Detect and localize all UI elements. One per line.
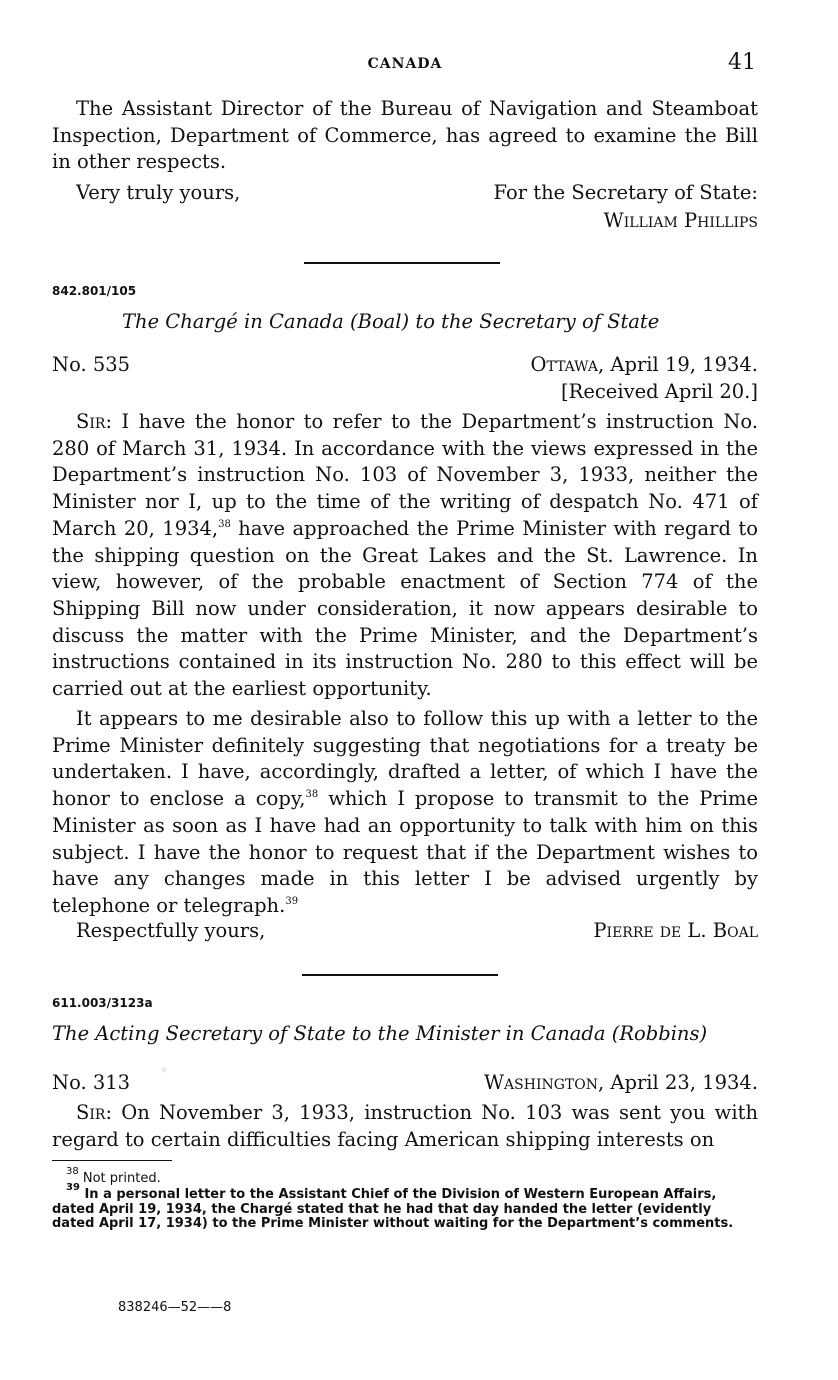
- print-line: 838246—52——8: [118, 1300, 232, 1315]
- section-divider: [304, 262, 500, 264]
- footnote-divider: [52, 1160, 172, 1161]
- instruction-number: No. 313: [52, 1071, 131, 1094]
- despatch-paragraph-1: [52, 409, 758, 703]
- para2-text-b: which I propose to transmit to the Prime Minister as soon as I have had an opportunity to talk with him on this subject. I have the honor to request that if the Department wishes to have any changes made in this letter I be advised urgently by telephone or telegraph.: [52, 787, 758, 917]
- place-date: [530, 352, 758, 378]
- heading-rest: to the Secretary of State: [415, 310, 660, 333]
- place-date: [484, 1070, 758, 1096]
- heading-title: The Acting Secretary of State to the Minister in Canada: [52, 1022, 606, 1045]
- received-date: [Received April 20.]: [561, 380, 758, 403]
- footnote-mark: 38: [66, 1166, 79, 1177]
- footnote-text: In a personal letter to the Assistant Chief of the Division of Western European Affairs, dated April 19, 1934, the Chargé stated that he had that day handed the letter (evidently dated April 17, 1934) to the Prime Minister without waiting for the Department’s comments.: [52, 1187, 734, 1231]
- footnote-ref: 38: [305, 789, 319, 801]
- heading-name: Boal: [357, 310, 402, 333]
- para2-text-a: It appears to me desirable also to follow this up with a letter to the Prime Minister definitely suggesting that negotiations for a treaty be undertaken. I have, accordingly, drafted a letter, of which I have the honor to enclose a copy,: [52, 707, 758, 811]
- heading-name: Robbins: [619, 1022, 700, 1045]
- instruction-text: : On November 3, 1933, instruction No. 103 was sent you with regard to certain difficulties facing American shipping interests on: [52, 1101, 758, 1151]
- closing: Respectfully yours,: [76, 919, 266, 942]
- para1-text-b: have approached the Prime Minister with regard to the shipping question on the Great Lakes and the St. Lawrence. In view, however, of the probable enactment of Section 774 of the Shipping Bill now under consideration, it now appears desirable to discuss the matter with the Prime Minister, and the Department’s instructions contained in its instruction No. 280 to this effect will be carried out at the earliest opportunity.: [52, 516, 758, 701]
- for-line: For the Secretary of State:: [493, 181, 758, 204]
- footnote-ref: 38: [218, 518, 231, 530]
- footnote-ref: 39: [285, 895, 299, 907]
- place: Washington: [484, 1071, 598, 1094]
- signature-boal: Pierre de L. Boal: [593, 919, 758, 942]
- document-heading: The Acting Secretary of State to the Minister in Canada (Robbins): [52, 1022, 708, 1045]
- section-divider: [302, 974, 498, 976]
- place: Ottawa: [530, 353, 598, 376]
- instruction-paragraph-1: [52, 1100, 758, 1153]
- file-number: 842.801/105: [52, 284, 137, 298]
- footnote-39: [52, 1182, 758, 1232]
- footnote-mark: 39: [66, 1182, 80, 1193]
- scan-mark: ✧: [160, 1066, 168, 1076]
- para1-text-a: : I have the honor to refer to the Department’s instruction No. 280 of March 31, 1934. In accordance with the views expressed in the Department’s instruction No. 103 of November 3, 1933, neither the Minister nor I, up to the time of the writing of despatch No. 471 of March 20, 1934,: [52, 410, 758, 540]
- salutation-sir: Sir: [76, 1101, 106, 1124]
- closing-paragraph: The Assistant Director of the Bureau of Navigation and Steamboat Inspection, Department of Commerce, has agreed to examine the Bill in other respects.: [52, 97, 758, 174]
- despatch-number: No. 535: [52, 353, 131, 376]
- running-title: CANADA: [367, 56, 443, 72]
- salutation-close: Very truly yours,: [76, 181, 241, 204]
- footnote-38: [52, 1166, 758, 1187]
- salutation-sir: Sir: [76, 410, 106, 433]
- footnote-text: Not printed.: [82, 1171, 161, 1186]
- date: , April 23, 1934.: [598, 1071, 758, 1094]
- document-heading: The Chargé in Canada (Boal) to the Secretary of State: [122, 310, 660, 333]
- heading-title: The Chargé in Canada: [122, 310, 344, 333]
- file-number: 611.003/3123a: [52, 996, 153, 1010]
- signature-phillips: William Phillips: [603, 209, 758, 232]
- date: , April 19, 1934.: [598, 353, 758, 376]
- despatch-paragraph-2: [52, 706, 758, 920]
- page-number: 41: [728, 50, 756, 75]
